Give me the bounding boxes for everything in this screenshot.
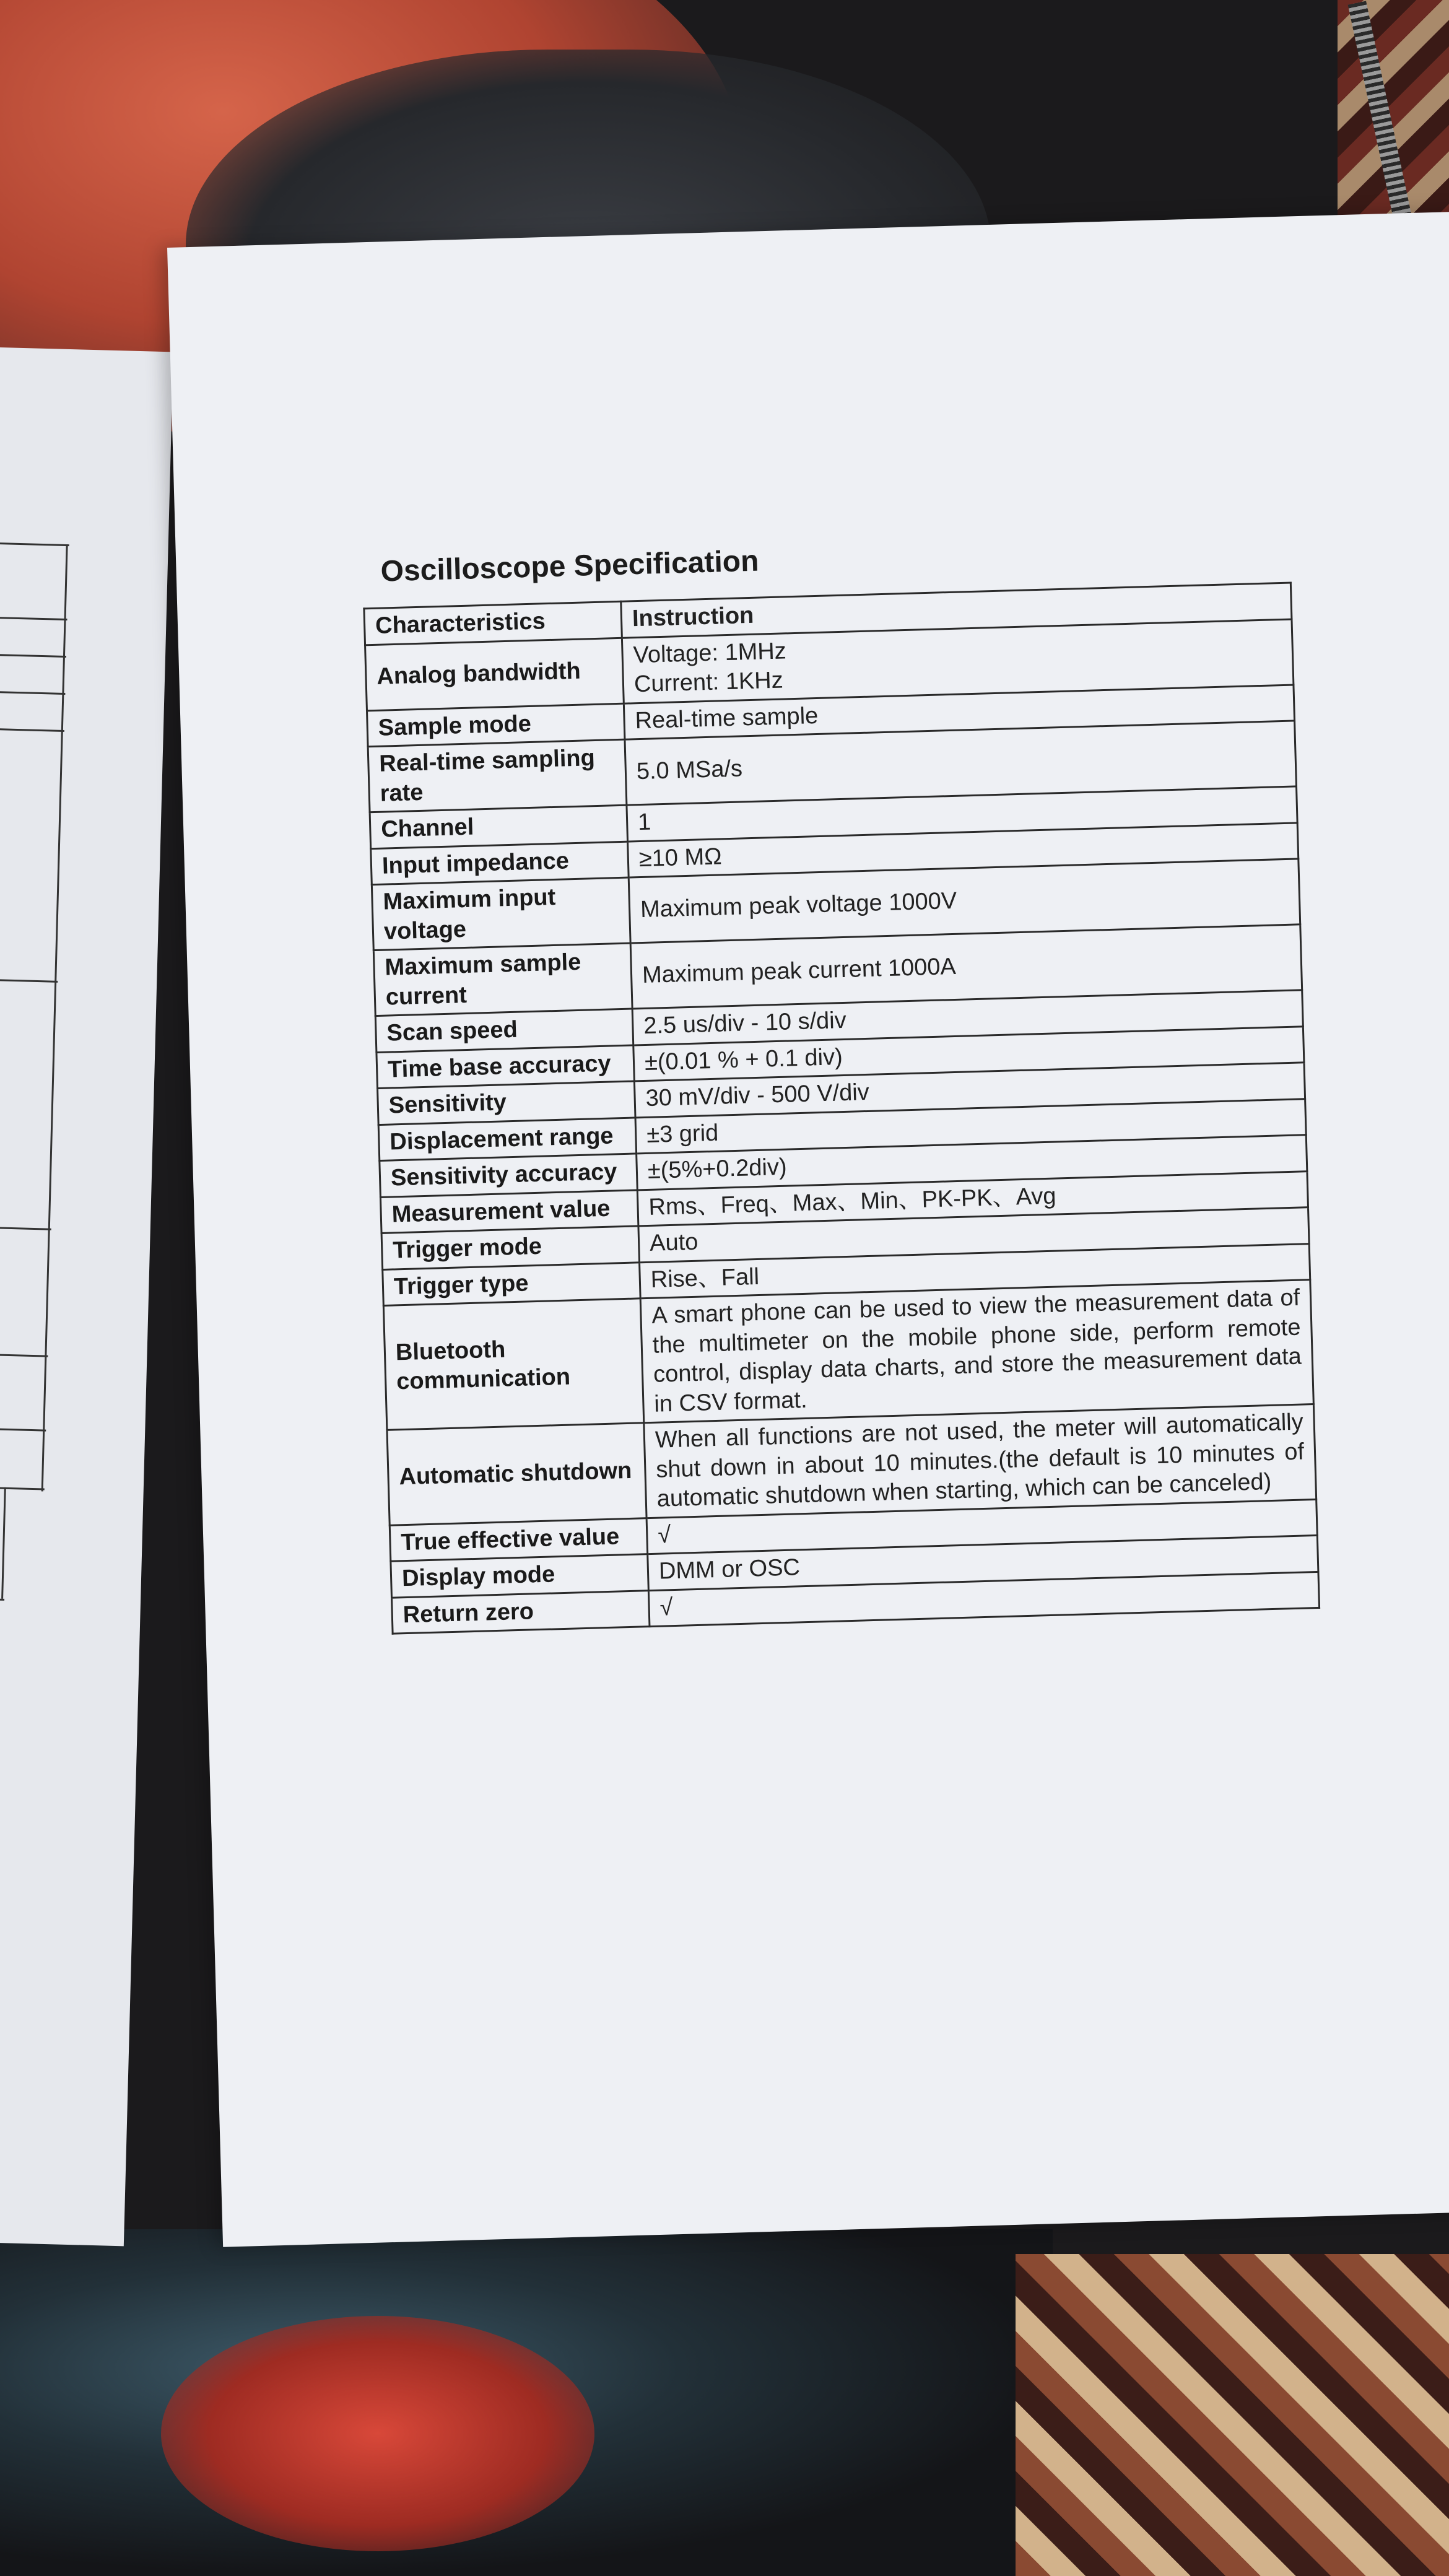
background-red-probe xyxy=(161,2316,594,2551)
instruction-cell xyxy=(640,1280,1313,1423)
characteristic-cell: Input impedance xyxy=(371,842,629,885)
instruction-text: Auto xyxy=(649,1229,698,1256)
characteristic-cell: Time base accuracy xyxy=(376,1045,634,1088)
instruction-text: Maximum peak current 1000A xyxy=(642,953,957,988)
document-title: Oscilloscope Specification xyxy=(380,544,760,588)
characteristic-cell: Analog bandwidth xyxy=(365,638,624,711)
characteristic-cell: Sensitivity xyxy=(378,1081,635,1125)
left-table-border xyxy=(1,1487,6,1599)
instruction-text: 30 mV/div - 500 V/div xyxy=(645,1079,870,1112)
characteristic-cell: True effective value xyxy=(389,1518,647,1561)
characteristic-cell: Scan speed xyxy=(375,1009,633,1052)
characteristic-cell: Bluetooth communication xyxy=(383,1299,643,1430)
left-table-line xyxy=(0,978,58,983)
characteristic-cell: Channel xyxy=(370,805,627,848)
characteristic-cell: Automatic shutdown xyxy=(387,1423,646,1525)
left-table-line xyxy=(0,728,64,732)
spec-table xyxy=(363,582,1320,1635)
left-table-line xyxy=(0,616,67,620)
instruction-text: ≥10 MΩ xyxy=(638,843,723,872)
left-table-line xyxy=(0,1427,46,1431)
instruction-text: Real-time sample xyxy=(635,702,819,734)
instruction-text: ±3 grid xyxy=(646,1120,719,1148)
instruction-text: When all functions are not used, the meter will automatically shut down in about 10 minutes.(the default is 10 minutes of automatic shutdown when starting, which can be canceled) xyxy=(655,1409,1305,1512)
characteristic-cell: Return zero xyxy=(392,1590,650,1634)
background-carpet-bottom xyxy=(1016,2254,1449,2576)
instruction-text: √ xyxy=(659,1594,674,1621)
left-table-border xyxy=(41,544,68,1492)
characteristic-cell: Real-time sampling rate xyxy=(368,739,627,812)
instruction-text: DMM or OSC xyxy=(658,1554,801,1585)
instruction-text: 5.0 MSa/s xyxy=(636,755,743,785)
instruction-text: ±(0.01 % + 0.1 div) xyxy=(644,1043,843,1076)
left-table-line xyxy=(0,542,69,546)
instruction-cell xyxy=(644,1404,1316,1518)
left-table-line xyxy=(0,1226,51,1230)
left-table-line xyxy=(0,653,66,658)
instruction-text: ±(5%+0.2div) xyxy=(647,1154,788,1184)
instruction-text: Maximum peak voltage 1000V xyxy=(640,887,957,923)
characteristic-cell: Trigger type xyxy=(383,1262,640,1305)
left-page xyxy=(0,347,173,2246)
header-characteristics: Characteristics xyxy=(364,601,622,645)
instruction-text: Rise、Fall xyxy=(650,1263,760,1293)
instruction-text: 1 xyxy=(637,809,651,836)
characteristic-cell: Maximum sample current xyxy=(373,943,632,1016)
instruction-text: Voltage: 1MHz xyxy=(633,637,787,668)
instruction-text: 2.5 us/div - 10 s/div xyxy=(643,1007,847,1039)
instruction-text: √ xyxy=(657,1521,671,1549)
characteristic-cell: Measurement value xyxy=(380,1190,638,1233)
left-table-line xyxy=(0,1486,45,1490)
characteristic-cell: Sensitivity accuracy xyxy=(380,1154,637,1197)
left-table-line xyxy=(0,690,65,695)
characteristic-cell: Sample mode xyxy=(367,703,624,747)
instruction-text: Current: 1KHz xyxy=(633,667,784,698)
spec-table-body xyxy=(364,583,1320,1634)
right-page xyxy=(167,211,1449,2247)
characteristic-cell: Trigger mode xyxy=(381,1226,639,1269)
instruction-text: A smart phone can be used to view the measurement data of the multimeter on the mobile phone side, perform remote control, display data charts, and store the measurement data in CSV format. xyxy=(651,1284,1302,1417)
header-instruction: Instruction xyxy=(621,583,1292,638)
instruction-text: Rms、Freq、Max、Min、PK-PK、Avg xyxy=(648,1183,1056,1221)
left-table-line xyxy=(0,1352,48,1357)
characteristic-cell: Display mode xyxy=(391,1554,648,1598)
characteristic-cell: Displacement range xyxy=(378,1117,636,1160)
characteristic-cell: Maximum input voltage xyxy=(372,877,630,951)
